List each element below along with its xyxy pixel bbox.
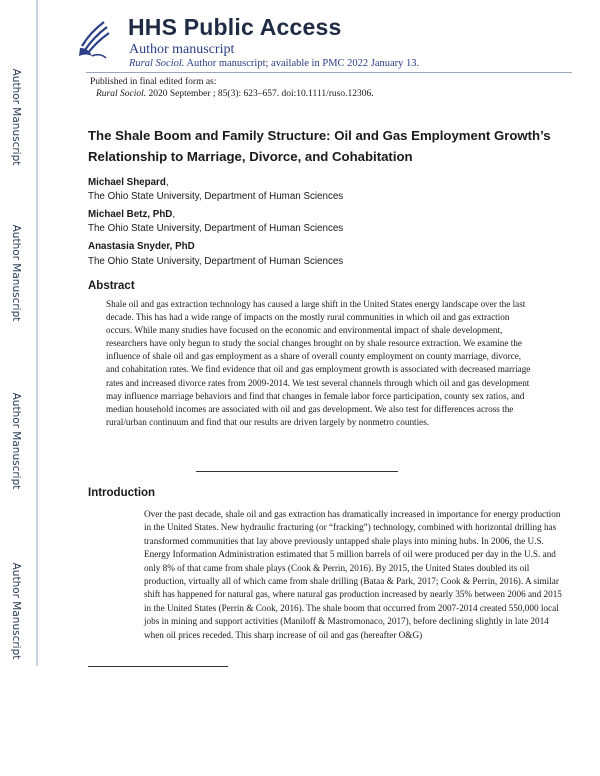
side-label-author-manuscript: Author Manuscript [10, 68, 22, 166]
footnote-rule [88, 666, 228, 667]
author-affiliation: The Ohio State University, Department of Human Sciences [88, 223, 344, 234]
publication-label: Published in final edited form as: [90, 77, 217, 87]
author-name: Michael Shepard, [88, 177, 169, 188]
side-label-author-manuscript: Author Manuscript [10, 224, 22, 322]
hhs-eagle-icon [74, 18, 114, 62]
author-affiliation: The Ohio State University, Department of Human Sciences [88, 191, 344, 202]
introduction-text: Over the past decade, shale oil and gas extraction has dramatically increased in importance for energy production in the United States. New hydraulic fracturing (or “fracking”) technology, combined with horizontal drilling has transformed communities that lay above previously untapped shale plays into mining hubs. In 2006, the U.S. Energy Information Administration estimated that 5 million barrels of oil were produced per day in the U.S. and only 8% of that came from shale plays (Cook & Perrin, 2016). By 2015, the United States doubled its oil production, virtually all of which came from shale drilling (Bataa & Park, 2017; Cook & Perrin, 2016). A similar shift has happened for natural gas, where natural gas production increased by nearly 35% between 2006 and 2015 in the United States (Perrin & Cook, 2016). The shale boom that occurred from 2007-2014 created 550,000 local jobs in mining and support activities (Maniloff & Mastromonaco, 2017), before declining slightly in late 2014 when oil prices receded. This sharp increase of oil and gas (hereafter O&G) [144, 509, 562, 640]
header-availability: Author manuscript; available in PMC 2022 January 13. [186, 58, 420, 69]
header-subtitle: Author manuscript [129, 42, 235, 57]
paper-title: The Shale Boom and Family Structure: Oil and Gas Employment Growth’s Relationship to Marriage, Divorce, and Cohabitation [88, 128, 551, 164]
author-name: Michael Betz, PhD, [88, 209, 176, 220]
header-citation [129, 58, 419, 69]
abstract-heading: Abstract [88, 280, 135, 292]
publication-details: 2020 September ; 85(3): 623–657. doi:10.1111/ruso.12306. [148, 89, 374, 99]
abstract-divider [196, 471, 398, 472]
side-label-author-manuscript: Author Manuscript [10, 562, 22, 660]
publication-citation [96, 89, 374, 99]
header-journal: Rural Sociol. [129, 58, 185, 69]
side-label-author-manuscript: Author Manuscript [10, 392, 22, 490]
introduction-heading: Introduction [88, 487, 156, 499]
header-rule [86, 72, 572, 73]
publication-journal: Rural Sociol. [96, 89, 147, 99]
abstract-text: Shale oil and gas extraction technology has caused a large shift in the United States energy landscape over the last decade. This has had a wide range of impacts on the mostly rural communities in which oil and gas extraction occurs. While many studies have focused on the economic and environmental impact of shale development, researchers have only begun to study the social changes brought on by shale resource extraction. We examine the influence of shale oil and gas employment as a share of overall county employment on county marriage, divorce, and cohabitation rates. We find evidence that oil and gas employment growth is associated with decreased marriage rates and increased divorce rates from 2009-2014. We test several channels through which oil and gas development may influence marriage behaviors and find that changes in female labor force participation, county sex ratios, and median household incomes are associated with oil and gas development. We also test for differences across the rural/urban continuum and find that our results are driven largely by nonmetro counties. [106, 299, 531, 427]
author-name: Anastasia Snyder, PhD [88, 241, 195, 252]
sidebar-divider [36, 0, 38, 666]
header-title: HHS Public Access [128, 14, 342, 40]
author-affiliation: The Ohio State University, Department of Human Sciences [88, 256, 344, 267]
